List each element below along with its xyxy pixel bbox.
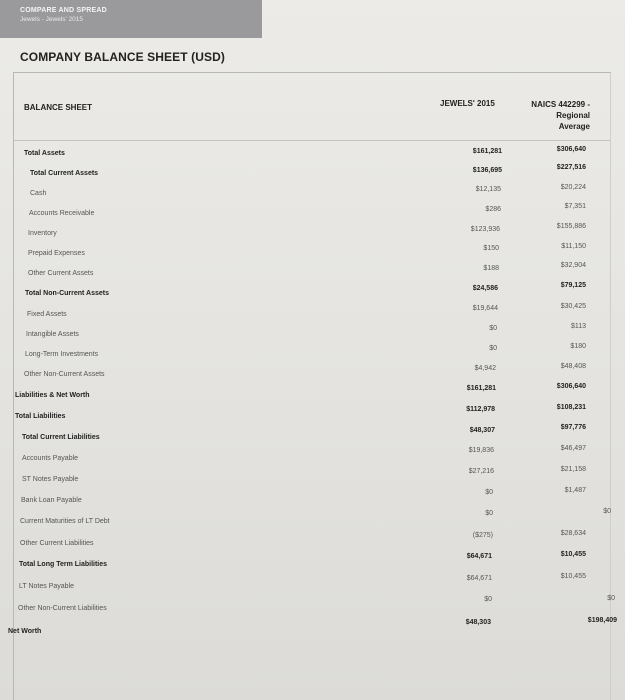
row-value-company: $12,135 <box>475 186 501 193</box>
row-label: Total Assets <box>24 150 65 157</box>
page-title: COMPANY BALANCE SHEET (USD) <box>20 50 225 64</box>
table-header-label: BALANCE SHEET <box>24 103 93 112</box>
row-label: Long-Term Investments <box>25 351 99 358</box>
compare-and-spread-banner[interactable] <box>0 0 262 38</box>
row-label: Fixed Assets <box>27 311 67 318</box>
row-value-company: $161,281 <box>466 385 496 392</box>
column-header-industry-line1: NAICS 442299 - <box>531 100 590 109</box>
row-value-industry: $113 <box>570 323 586 330</box>
table-row-total-assets <box>0 146 625 164</box>
banner-subtitle: Jewels - Jewels' 2015 <box>20 16 84 23</box>
row-value-company: $4,942 <box>474 365 496 372</box>
row-value-industry: $10,455 <box>560 551 586 558</box>
column-header-industry-line3: Average <box>558 122 590 131</box>
row-value-company: $0 <box>485 510 493 517</box>
column-header-industry-line2: Regional <box>556 111 590 120</box>
row-value-company: $0 <box>489 325 497 332</box>
row-label: Total Long Term Liabilities <box>19 561 108 568</box>
table-row-other-non-current-liabilities <box>0 595 625 619</box>
row-value-industry: $10,455 <box>560 573 586 580</box>
row-value-company: $286 <box>485 206 501 213</box>
table-row-lt-notes-payable <box>0 573 625 597</box>
row-label: Total Non-Current Assets <box>25 290 110 297</box>
row-value-industry: $46,497 <box>560 445 586 452</box>
row-label: Total Liabilities <box>15 413 66 420</box>
banner-title: COMPARE AND SPREAD <box>20 7 107 14</box>
row-value-industry: $180 <box>570 343 586 350</box>
row-label: Liabilities & Net Worth <box>15 392 90 399</box>
row-value-company: $150 <box>483 245 499 252</box>
row-label: Inventory <box>28 230 57 237</box>
row-label: Accounts Receivable <box>29 210 95 217</box>
row-value-company: $123,936 <box>470 226 500 233</box>
row-label: LT Notes Payable <box>19 583 74 590</box>
table-row-cash <box>0 184 625 204</box>
row-value-company: $136,695 <box>472 167 502 174</box>
row-value-industry: $0 <box>603 508 611 515</box>
row-label: Total Current Assets <box>30 170 99 177</box>
row-value-industry: $21,158 <box>560 466 586 473</box>
table-row-net-worth <box>0 617 625 642</box>
row-label: Other Non-Current Liabilities <box>18 605 107 612</box>
row-value-company: $188 <box>483 265 499 272</box>
row-value-industry: $48,408 <box>560 363 586 370</box>
row-value-company: $19,644 <box>472 305 498 312</box>
row-value-company: $112,978 <box>466 406 495 413</box>
row-value-company: $48,307 <box>469 427 495 434</box>
row-value-industry: $1,487 <box>564 487 586 494</box>
row-value-industry: $32,904 <box>560 262 586 269</box>
row-value-industry: $28,634 <box>560 530 586 537</box>
row-value-company: $64,671 <box>466 553 492 560</box>
row-value-industry: $306,640 <box>556 383 586 390</box>
header-divider <box>14 140 610 141</box>
row-label: Accounts Payable <box>22 455 79 462</box>
row-label: Other Current Assets <box>28 270 94 277</box>
row-value-company: $48,303 <box>465 619 491 626</box>
row-label: Intangible Assets <box>26 331 79 338</box>
row-label: Current Maturities of LT Debt <box>20 518 110 525</box>
row-value-company: $64,671 <box>466 575 492 582</box>
table-row-total-current-assets <box>0 164 625 184</box>
row-value-company: $0 <box>485 489 493 496</box>
column-header-company: JEWELS' 2015 <box>440 99 495 108</box>
row-value-company: $161,281 <box>472 148 502 155</box>
row-label: Net Worth <box>8 628 42 635</box>
row-value-industry: $227,516 <box>556 164 586 171</box>
table-row-accounts-receivable <box>0 203 625 224</box>
column-header-industry <box>514 99 590 132</box>
table-row-inventory <box>0 223 625 244</box>
row-label: Bank Loan Payable <box>21 497 82 504</box>
row-value-company: $19,836 <box>468 447 494 454</box>
row-label: Prepaid Expenses <box>28 250 85 257</box>
row-value-industry: $7,351 <box>564 203 586 210</box>
row-value-industry: $198,409 <box>587 617 617 624</box>
row-value-industry: $11,150 <box>561 243 586 250</box>
row-label: ST Notes Payable <box>22 476 79 483</box>
row-value-industry: $108,231 <box>556 404 586 411</box>
row-label: Other Current Liabilities <box>20 540 94 547</box>
row-label: Total Current Liabilities <box>22 434 100 441</box>
row-value-industry: $30,425 <box>560 303 586 310</box>
row-value-industry: $155,886 <box>556 223 586 230</box>
row-value-company: $0 <box>489 345 497 352</box>
row-value-industry: $20,224 <box>560 184 586 191</box>
row-value-company: ($275) <box>472 532 493 539</box>
row-value-company: $24,586 <box>472 285 498 292</box>
table-row-total-non-current-assets <box>0 282 625 304</box>
row-label: Other Non-Current Assets <box>24 371 105 378</box>
row-value-industry: $306,640 <box>556 146 586 153</box>
row-label: Cash <box>30 190 47 197</box>
row-value-industry: $0 <box>607 595 615 602</box>
row-value-company: $27,216 <box>468 468 494 475</box>
row-value-company: $0 <box>484 596 492 603</box>
row-value-industry: $97,776 <box>560 424 586 431</box>
row-value-industry: $79,125 <box>560 282 586 289</box>
